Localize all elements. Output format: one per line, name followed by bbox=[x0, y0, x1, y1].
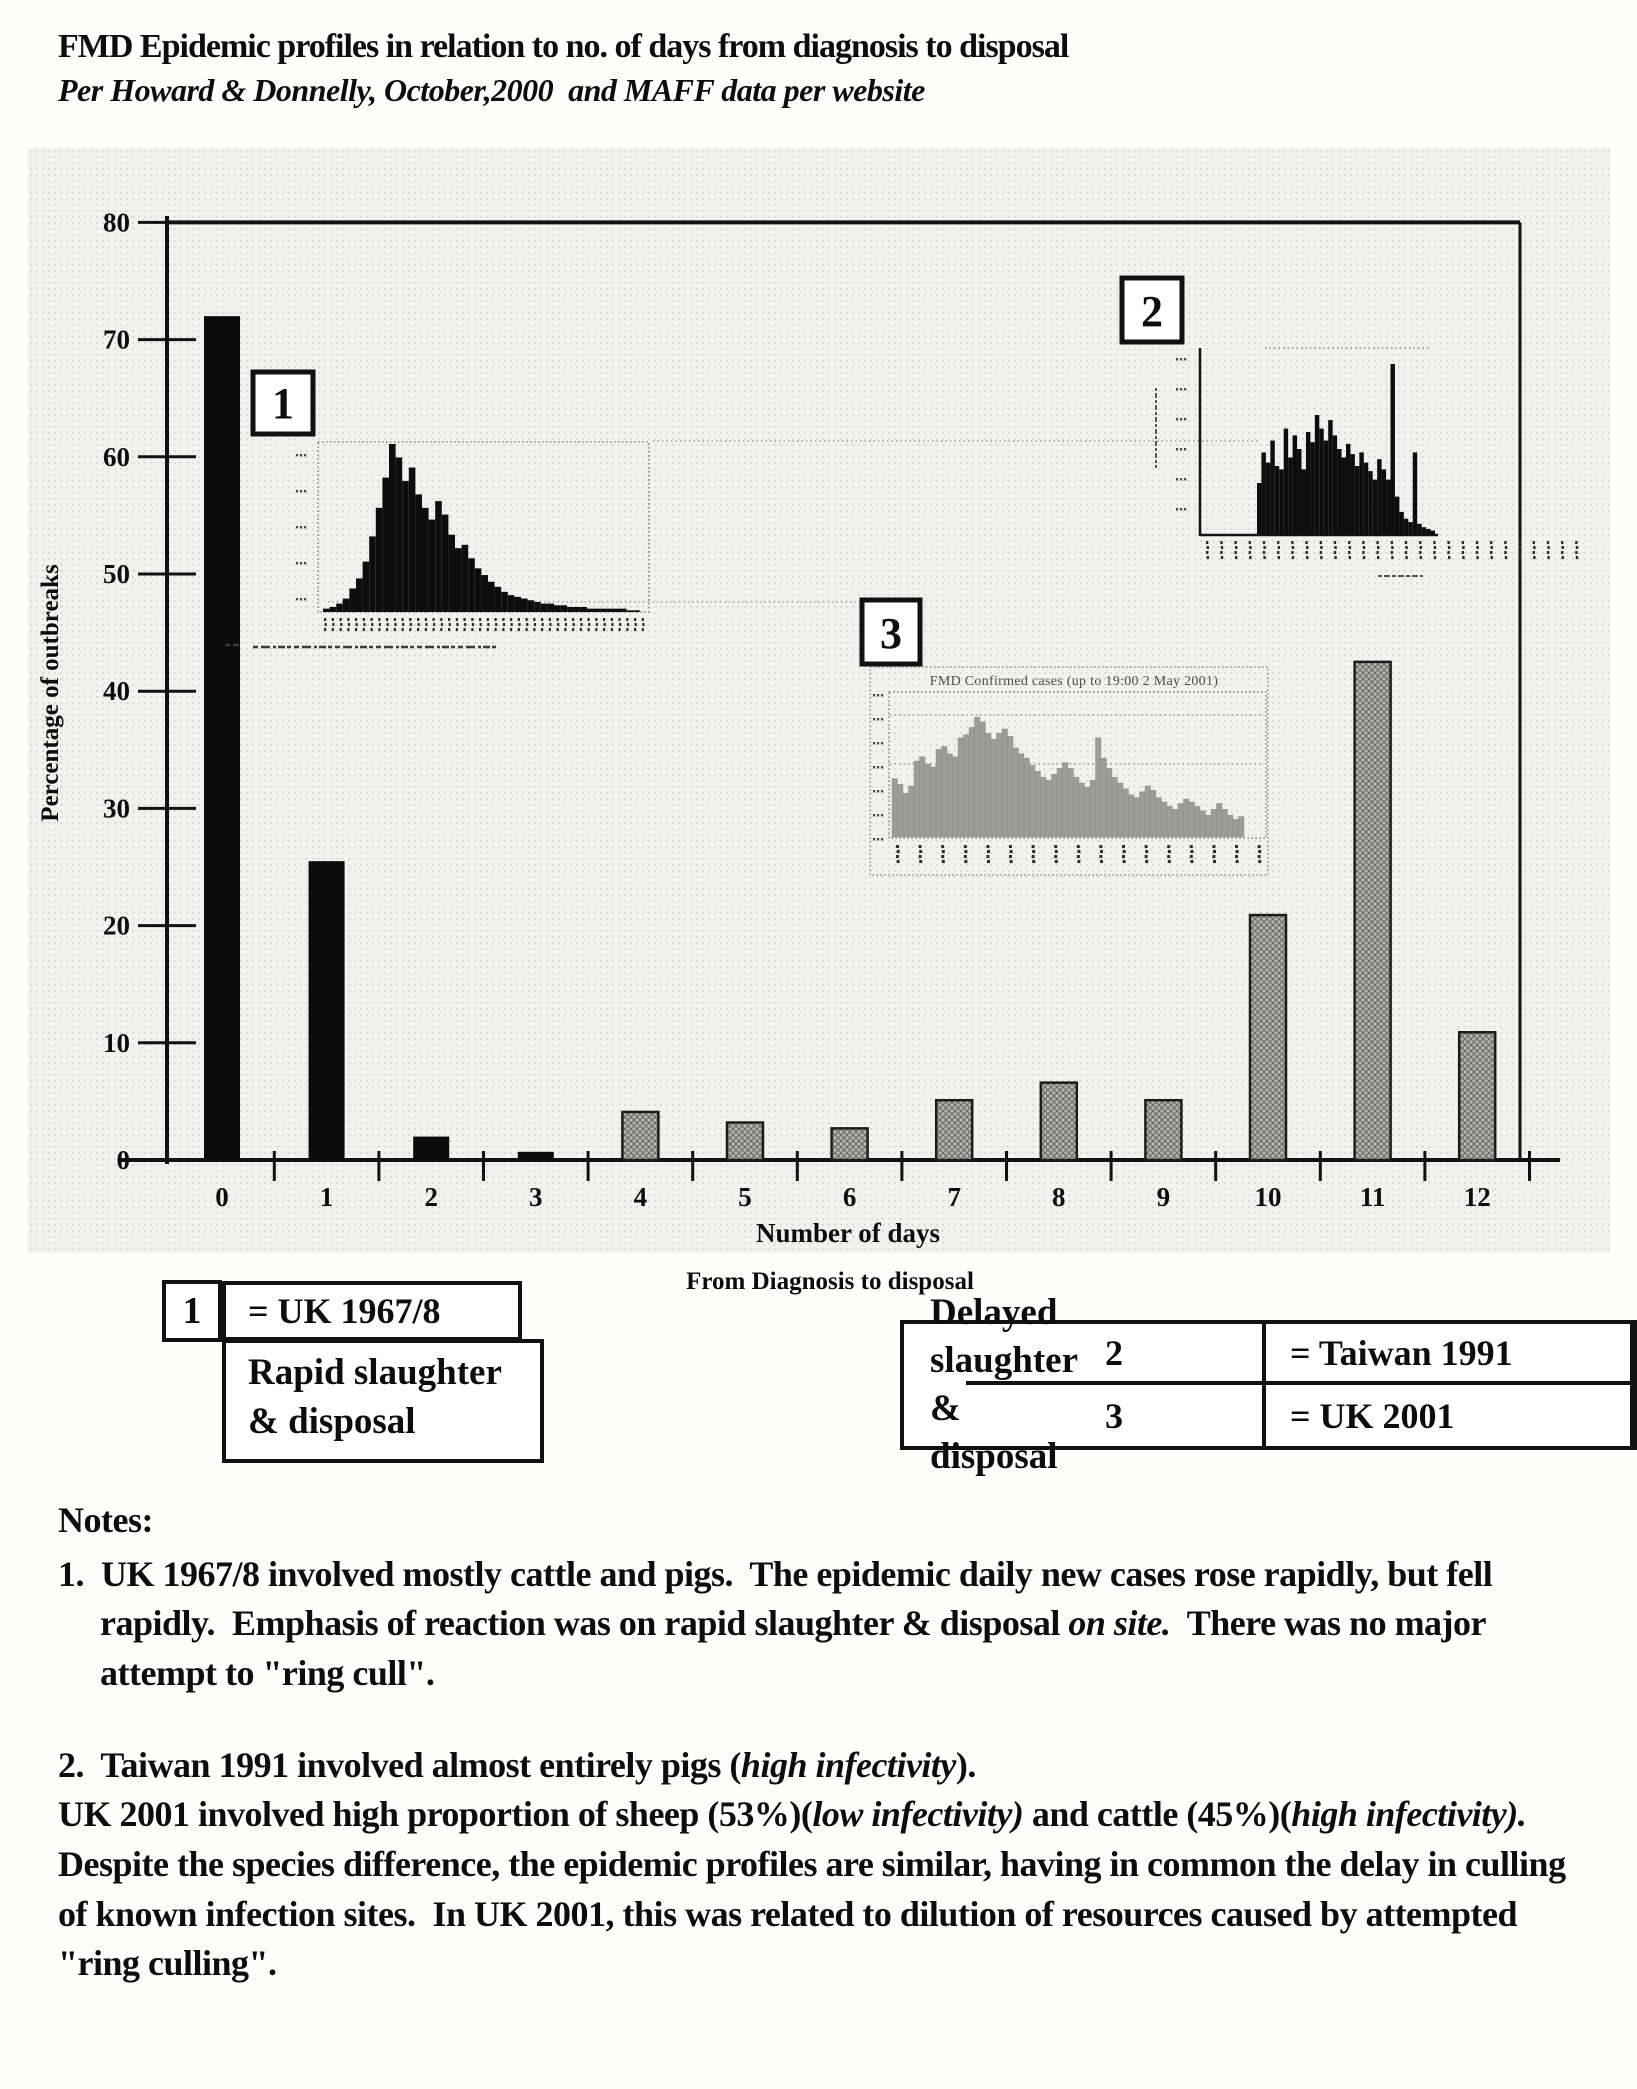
inset-hist-bar bbox=[1151, 790, 1157, 837]
inset-hist-bar bbox=[1134, 798, 1140, 837]
inset-hist-bar bbox=[561, 605, 568, 612]
inset-hist-bar bbox=[1228, 815, 1234, 837]
inset-hist-bar bbox=[356, 578, 363, 612]
inset-hist-bar bbox=[481, 575, 488, 612]
inset-hist-bar bbox=[1008, 736, 1014, 837]
legend-delayed-table bbox=[900, 1291, 1637, 1478]
inset-hist-bar bbox=[521, 599, 528, 612]
inset-hist-bar bbox=[1350, 454, 1354, 534]
inset-hist-bar bbox=[528, 600, 535, 612]
inset-2-taiwan1991 bbox=[1122, 278, 1578, 576]
inset-hist-bar bbox=[442, 515, 449, 612]
inset-3-label-number: 3 bbox=[880, 609, 902, 658]
inset-2-label-number: 2 bbox=[1141, 287, 1163, 336]
bar-day-7 bbox=[936, 1100, 972, 1160]
inset-hist-bar bbox=[1368, 471, 1372, 534]
inset-hist-bar bbox=[1302, 469, 1306, 534]
inset-1-uk1967 bbox=[225, 372, 649, 647]
y-tick-label: 0 bbox=[116, 1145, 130, 1175]
inset-hist-bar bbox=[1195, 806, 1201, 837]
inset-hist-bar bbox=[1156, 798, 1162, 837]
inset-hist-bar bbox=[975, 717, 981, 837]
legend-delayed-slaughter-box bbox=[904, 1291, 1078, 1478]
y-axis-title: Percentage of outbreaks bbox=[37, 564, 64, 822]
x-tick-label: 6 bbox=[842, 1182, 857, 1212]
x-tick-label: 7 bbox=[947, 1182, 961, 1212]
inset-hist-bar bbox=[1426, 529, 1430, 534]
x-tick-label: 3 bbox=[529, 1182, 543, 1212]
inset-hist-bar bbox=[1422, 527, 1426, 534]
inset-hist-bar bbox=[1046, 780, 1052, 837]
inset-hist-bar bbox=[1002, 729, 1008, 837]
legend-key-2-number: 2 bbox=[966, 1324, 1266, 1385]
legend-key-2-label: = Taiwan 1991 bbox=[1266, 1324, 1634, 1385]
x-tick-label: 9 bbox=[1156, 1182, 1171, 1212]
inset-hist-bar bbox=[1019, 754, 1025, 837]
inset-hist-bar bbox=[369, 536, 376, 612]
inset-hist-bar bbox=[964, 735, 970, 837]
inset-hist-bar bbox=[1206, 815, 1212, 837]
inset-hist-bar bbox=[343, 599, 350, 612]
inset-hist-bar bbox=[969, 728, 975, 838]
inset-hist-bar bbox=[997, 733, 1003, 837]
inset-hist-bar bbox=[376, 508, 383, 612]
inset-hist-bar bbox=[1346, 444, 1350, 534]
inset-hist-bar bbox=[1090, 780, 1096, 837]
inset-hist-bar bbox=[1310, 442, 1314, 534]
inset-hist-bar bbox=[1328, 420, 1332, 534]
inset-hist-bar bbox=[1079, 783, 1085, 837]
inset-hist-bar bbox=[554, 605, 561, 612]
inset-hist-bar bbox=[462, 545, 469, 612]
inset-hist-bar bbox=[389, 444, 396, 612]
legend-key-1-number: 1 bbox=[162, 1280, 222, 1342]
bar-day-3 bbox=[518, 1152, 554, 1160]
inset-hist-bar bbox=[1279, 469, 1283, 534]
y-tick-label: 30 bbox=[103, 793, 130, 824]
inset-hist-bar bbox=[991, 739, 997, 837]
inset-1-caption-noise bbox=[225, 645, 498, 647]
inset-hist-bar bbox=[455, 548, 462, 612]
inset-hist-bar bbox=[1275, 466, 1279, 534]
inset-hist-bar bbox=[415, 494, 422, 612]
inset-hist-bar bbox=[898, 784, 904, 837]
inset-hist-bar bbox=[1306, 432, 1310, 534]
inset-hist-bar bbox=[1373, 480, 1377, 534]
page-subtitle: Per Howard & Donnelly, October,2000 and MAFF data per website bbox=[58, 72, 925, 108]
inset-hist-bar bbox=[620, 609, 627, 612]
legend-key-3-number: 3 bbox=[966, 1385, 1266, 1446]
inset-hist-bar bbox=[1013, 748, 1019, 837]
inset-hist-bar bbox=[1257, 483, 1261, 534]
inset-hist-bar bbox=[1085, 787, 1091, 837]
inset-hist-bar bbox=[488, 582, 495, 612]
inset-hist-bar bbox=[495, 587, 502, 612]
inset-1-label-number: 1 bbox=[272, 379, 294, 428]
bar-day-5 bbox=[727, 1122, 763, 1160]
inset-hist-bar bbox=[547, 604, 554, 612]
inset-hist-bar bbox=[330, 607, 337, 612]
bar-day-0 bbox=[204, 316, 240, 1160]
inset-hist-bar bbox=[947, 754, 953, 837]
inset-hist-bar bbox=[1052, 774, 1058, 837]
bar-day-2 bbox=[413, 1137, 449, 1160]
inset-hist-bar bbox=[409, 468, 416, 612]
inset-hist-bar bbox=[1129, 795, 1135, 837]
inset-hist-bar bbox=[1211, 809, 1217, 837]
y-tick-label: 70 bbox=[103, 324, 130, 355]
bar-day-6 bbox=[832, 1128, 868, 1160]
x-tick-label: 5 bbox=[738, 1182, 752, 1212]
inset-hist-bar bbox=[1391, 364, 1395, 534]
x-tick-label: 8 bbox=[1052, 1182, 1066, 1212]
inset-hist-bar bbox=[422, 508, 429, 612]
notes-heading: Notes: bbox=[58, 1500, 153, 1540]
inset-hist-bar bbox=[1162, 802, 1168, 837]
inset-hist-bar bbox=[468, 558, 475, 612]
inset-hist-bar bbox=[1266, 463, 1270, 534]
inset-hist-bar bbox=[909, 786, 915, 837]
legend-delayed-line2: & disposal bbox=[930, 1388, 1058, 1478]
x-tick-label: 12 bbox=[1463, 1182, 1491, 1212]
inset-hist-bar bbox=[600, 609, 607, 612]
notes-section bbox=[58, 1496, 1578, 1989]
main-plot bbox=[37, 207, 1560, 1248]
inset-hist-bar bbox=[1123, 789, 1129, 837]
inset-hist-bar bbox=[1189, 802, 1195, 837]
inset-hist-bar bbox=[1408, 522, 1412, 534]
inset-hist-bar bbox=[942, 746, 948, 837]
inset-hist-bar bbox=[382, 478, 389, 612]
inset-hist-bar bbox=[501, 592, 508, 612]
inset-hist-bar bbox=[920, 757, 926, 837]
inset-hist-bar bbox=[1140, 792, 1146, 837]
x-axis-title: Number of days bbox=[755, 1218, 941, 1248]
inset-hist-bar bbox=[1074, 777, 1080, 837]
inset-hist-bar bbox=[574, 607, 581, 612]
inset-hist-bar bbox=[1270, 441, 1274, 535]
fmd-profile-chart bbox=[28, 148, 1610, 1253]
inset-hist-bar bbox=[1386, 480, 1390, 534]
inset-hist-bar bbox=[448, 535, 455, 612]
inset-hist-bar bbox=[953, 757, 959, 837]
inset-hist-bar bbox=[925, 764, 931, 837]
inset-hist-bar bbox=[1200, 811, 1206, 837]
inset-hist-bar bbox=[534, 602, 541, 612]
inset-hist-bar bbox=[903, 793, 909, 837]
inset-hist-bar bbox=[1222, 809, 1228, 837]
inset-hist-bar bbox=[1239, 817, 1245, 837]
inset-hist-bar bbox=[587, 609, 594, 612]
inset-hist-bar bbox=[1178, 803, 1184, 837]
inset-3-uk2001 bbox=[862, 600, 1268, 875]
inset-hist-bar bbox=[936, 749, 942, 837]
inset-hist-bar bbox=[323, 609, 330, 612]
x-tick-label: 2 bbox=[424, 1182, 438, 1212]
inset-hist-bar bbox=[396, 457, 403, 612]
inset-hist-bar bbox=[336, 604, 343, 612]
inset-hist-bar bbox=[1057, 768, 1063, 837]
inset-hist-bar bbox=[986, 733, 992, 837]
bar-day-9 bbox=[1145, 1100, 1181, 1160]
chart-region bbox=[28, 148, 1610, 1253]
inset-hist-bar bbox=[1319, 429, 1323, 534]
inset-hist-bar bbox=[1431, 531, 1435, 534]
inset-hist-bar bbox=[429, 520, 436, 612]
bar-day-10 bbox=[1250, 915, 1286, 1160]
inset-hist-bar bbox=[1233, 819, 1239, 837]
inset-hist-bar bbox=[1359, 452, 1363, 534]
inset-hist-bar bbox=[1293, 435, 1297, 534]
inset-hist-bar bbox=[541, 604, 548, 612]
y-tick-label: 60 bbox=[103, 441, 130, 472]
bar-day-11 bbox=[1355, 662, 1391, 1160]
inset-hist-bar bbox=[914, 761, 920, 837]
inset-hist-bar bbox=[1364, 463, 1368, 534]
legend-key-3-label: = UK 2001 bbox=[1266, 1385, 1634, 1446]
inset-hist-bar bbox=[363, 562, 370, 612]
inset-hist-bar bbox=[1395, 497, 1399, 534]
note-2: 2. Taiwan 1991 involved almost entirely pigs (high infectivity). UK 2001 involved high proportion of sheep (53%)(low infectivity) and cattle (45%)(high infectivity). Despite the species difference, the epidemic profiles are similar, having in common the delay in culling of known infection sites. In UK 2001, this was related to dilution of resources caused by attempted "ring culling". bbox=[58, 1744, 1566, 1984]
inset-hist-bar bbox=[1068, 768, 1074, 837]
legend-key-1-label: = UK 1967/8 bbox=[222, 1281, 522, 1341]
inset-hist-bar bbox=[1284, 429, 1288, 534]
inset-hist-bar bbox=[633, 610, 640, 612]
note-1: 1. UK 1967/8 involved mostly cattle and pigs. The epidemic daily new cases rose rapidly, but fell rapidly. Emphasis of reaction was on rapid slaughter & disposal on site. There was no major attempt to "ring cull". bbox=[58, 1553, 1493, 1694]
inset-hist-bar bbox=[514, 597, 521, 612]
inset-hist-bar bbox=[1035, 771, 1041, 837]
inset-hist-bar bbox=[1377, 459, 1381, 534]
inset-hist-bar bbox=[435, 501, 442, 612]
legend-delayed-line1: Delayed slaughter bbox=[930, 1291, 1078, 1381]
x-tick-label: 0 bbox=[215, 1182, 229, 1212]
inset-hist-bar bbox=[1101, 758, 1107, 837]
legend-rapid-line2: & disposal bbox=[248, 1400, 416, 1442]
inset-hist-bar bbox=[1342, 458, 1346, 535]
y-tick-label: 80 bbox=[103, 207, 130, 238]
inset-hist-bar bbox=[1297, 449, 1301, 534]
inset-hist-bar bbox=[1107, 768, 1113, 837]
inset-hist-bar bbox=[1145, 786, 1151, 837]
inset-hist-bar bbox=[1324, 441, 1328, 535]
diagnosis-to-disposal-caption: From Diagnosis to disposal bbox=[686, 1268, 974, 1295]
legend-rapid-line1: Rapid slaughter bbox=[248, 1352, 502, 1393]
inset-hist-bar bbox=[1261, 452, 1265, 534]
inset-hist-bar bbox=[1413, 452, 1417, 534]
inset-hist-bar bbox=[1173, 809, 1179, 837]
inset-hist-bar bbox=[1288, 458, 1292, 535]
inset-hist-bar bbox=[594, 609, 601, 612]
inset-hist-bar bbox=[567, 607, 574, 612]
inset-hist-bar bbox=[1217, 803, 1223, 837]
legend-rapid-slaughter-box bbox=[222, 1339, 544, 1463]
inset-hist-bar bbox=[1417, 524, 1421, 534]
inset-hist-bar bbox=[1355, 466, 1359, 534]
y-tick-label: 40 bbox=[103, 676, 130, 707]
inset-hist-bar bbox=[1112, 777, 1118, 837]
x-tick-label: 1 bbox=[319, 1182, 334, 1212]
bar-day-8 bbox=[1041, 1083, 1077, 1160]
inset-hist-bar bbox=[475, 568, 482, 612]
inset-hist-bar bbox=[627, 610, 634, 612]
inset-hist-bar bbox=[1404, 519, 1408, 534]
inset-hist-bar bbox=[1337, 449, 1341, 534]
inset-hist-bar bbox=[613, 609, 620, 612]
inset-hist-bar bbox=[1382, 469, 1386, 534]
inset-hist-bar bbox=[980, 722, 986, 837]
bar-day-4 bbox=[622, 1112, 658, 1160]
inset-hist-bar bbox=[1167, 806, 1173, 837]
inset-hist-bar bbox=[508, 595, 515, 612]
bar-day-12 bbox=[1459, 1032, 1495, 1160]
inset-hist-bar bbox=[1399, 512, 1403, 534]
x-tick-label: 11 bbox=[1359, 1182, 1386, 1212]
inset-hist-bar bbox=[1024, 758, 1030, 837]
bar-day-1 bbox=[309, 861, 345, 1160]
inset-hist-bar bbox=[1315, 415, 1319, 534]
y-tick-label: 20 bbox=[103, 910, 130, 941]
inset-hist-bar bbox=[1118, 783, 1124, 837]
y-tick-label: 50 bbox=[103, 559, 130, 589]
inset-hist-bar bbox=[892, 779, 898, 837]
x-tick-label: 10 bbox=[1254, 1182, 1282, 1212]
inset-hist-bar bbox=[931, 767, 937, 837]
inset-hist-bar bbox=[1041, 777, 1047, 837]
page-title: FMD Epidemic profiles in relation to no. of days from diagnosis to disposal bbox=[58, 28, 1069, 65]
inset-hist-bar bbox=[580, 607, 587, 612]
inset-hist-bar bbox=[1184, 799, 1190, 837]
y-tick-label: 10 bbox=[103, 1027, 130, 1058]
inset-hist-bar bbox=[958, 738, 964, 837]
inset-hist-bar bbox=[1030, 765, 1036, 837]
inset-hist-bar bbox=[1096, 738, 1102, 837]
inset-hist-bar bbox=[402, 481, 409, 612]
inset-3-title: FMD Confirmed cases (up to 19:00 2 May 2001) bbox=[929, 674, 1219, 689]
inset-hist-bar bbox=[349, 588, 356, 612]
x-tick-label: 4 bbox=[633, 1182, 648, 1212]
inset-hist-bar bbox=[1333, 435, 1337, 534]
inset-hist-bar bbox=[1063, 763, 1069, 837]
inset-hist-bar bbox=[607, 609, 614, 612]
